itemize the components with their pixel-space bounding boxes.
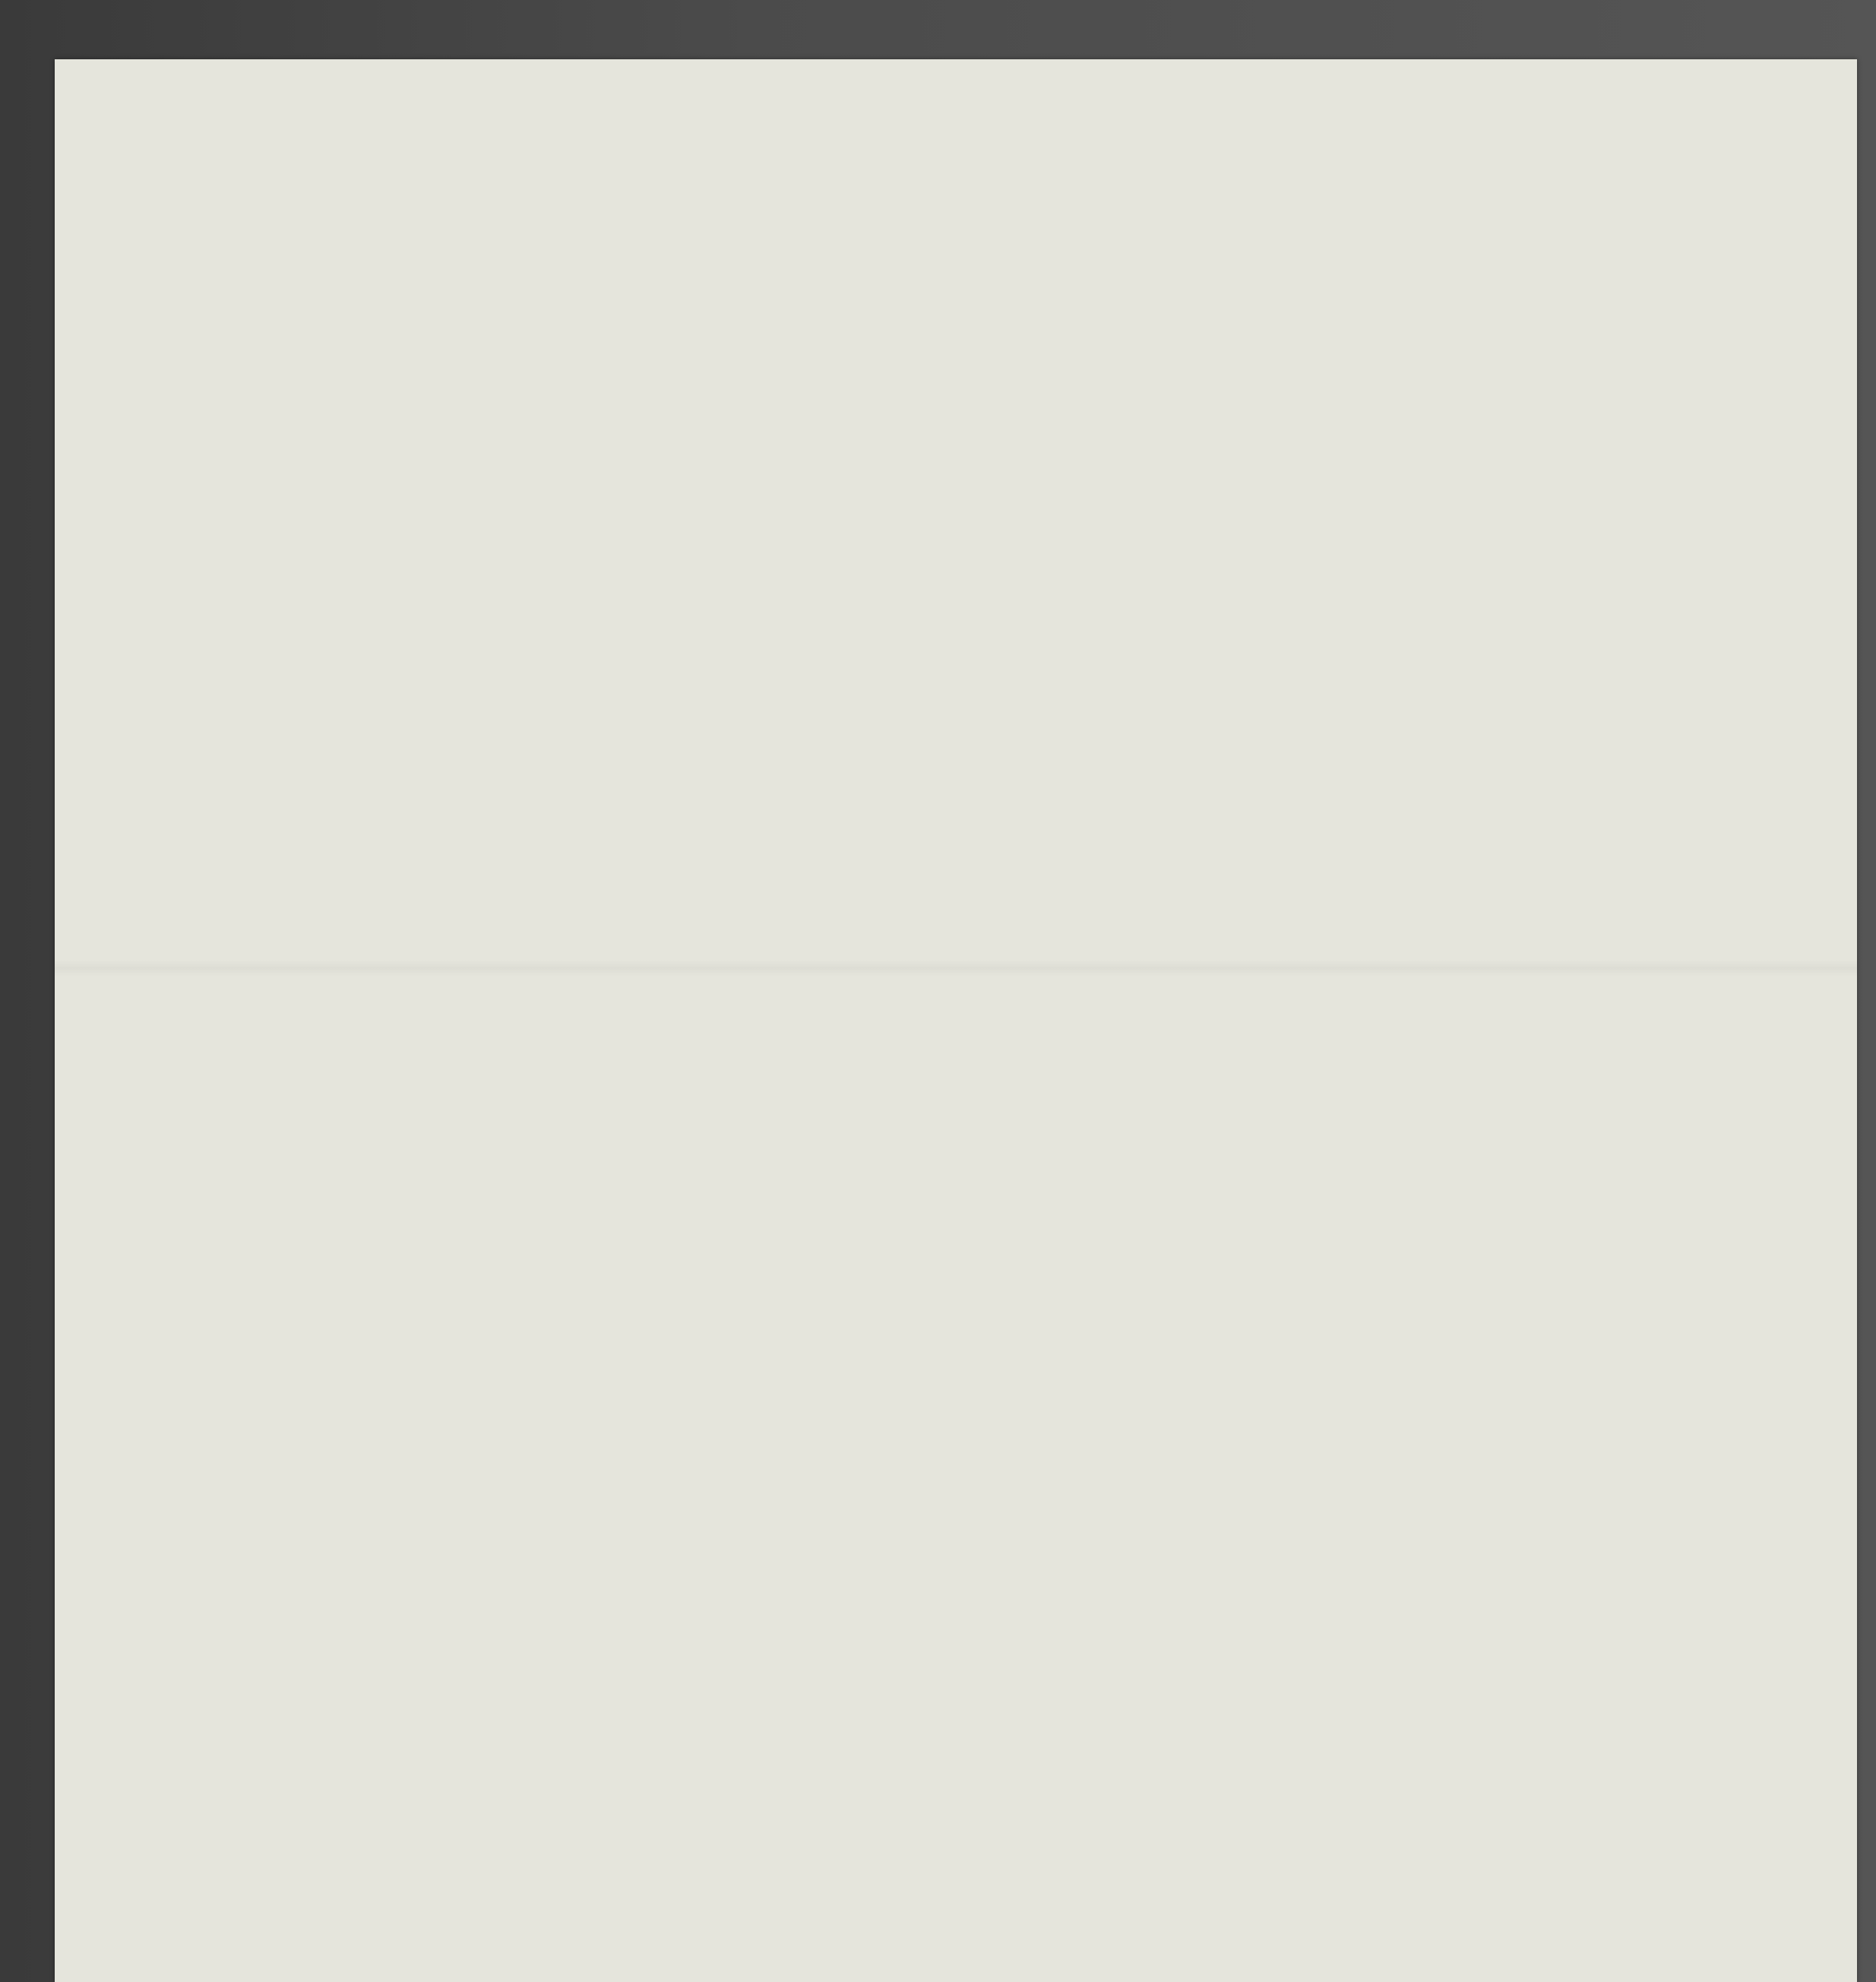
form-content (1854, 0, 1876, 15)
document-page (55, 59, 1857, 1982)
page-fold (55, 960, 1857, 977)
